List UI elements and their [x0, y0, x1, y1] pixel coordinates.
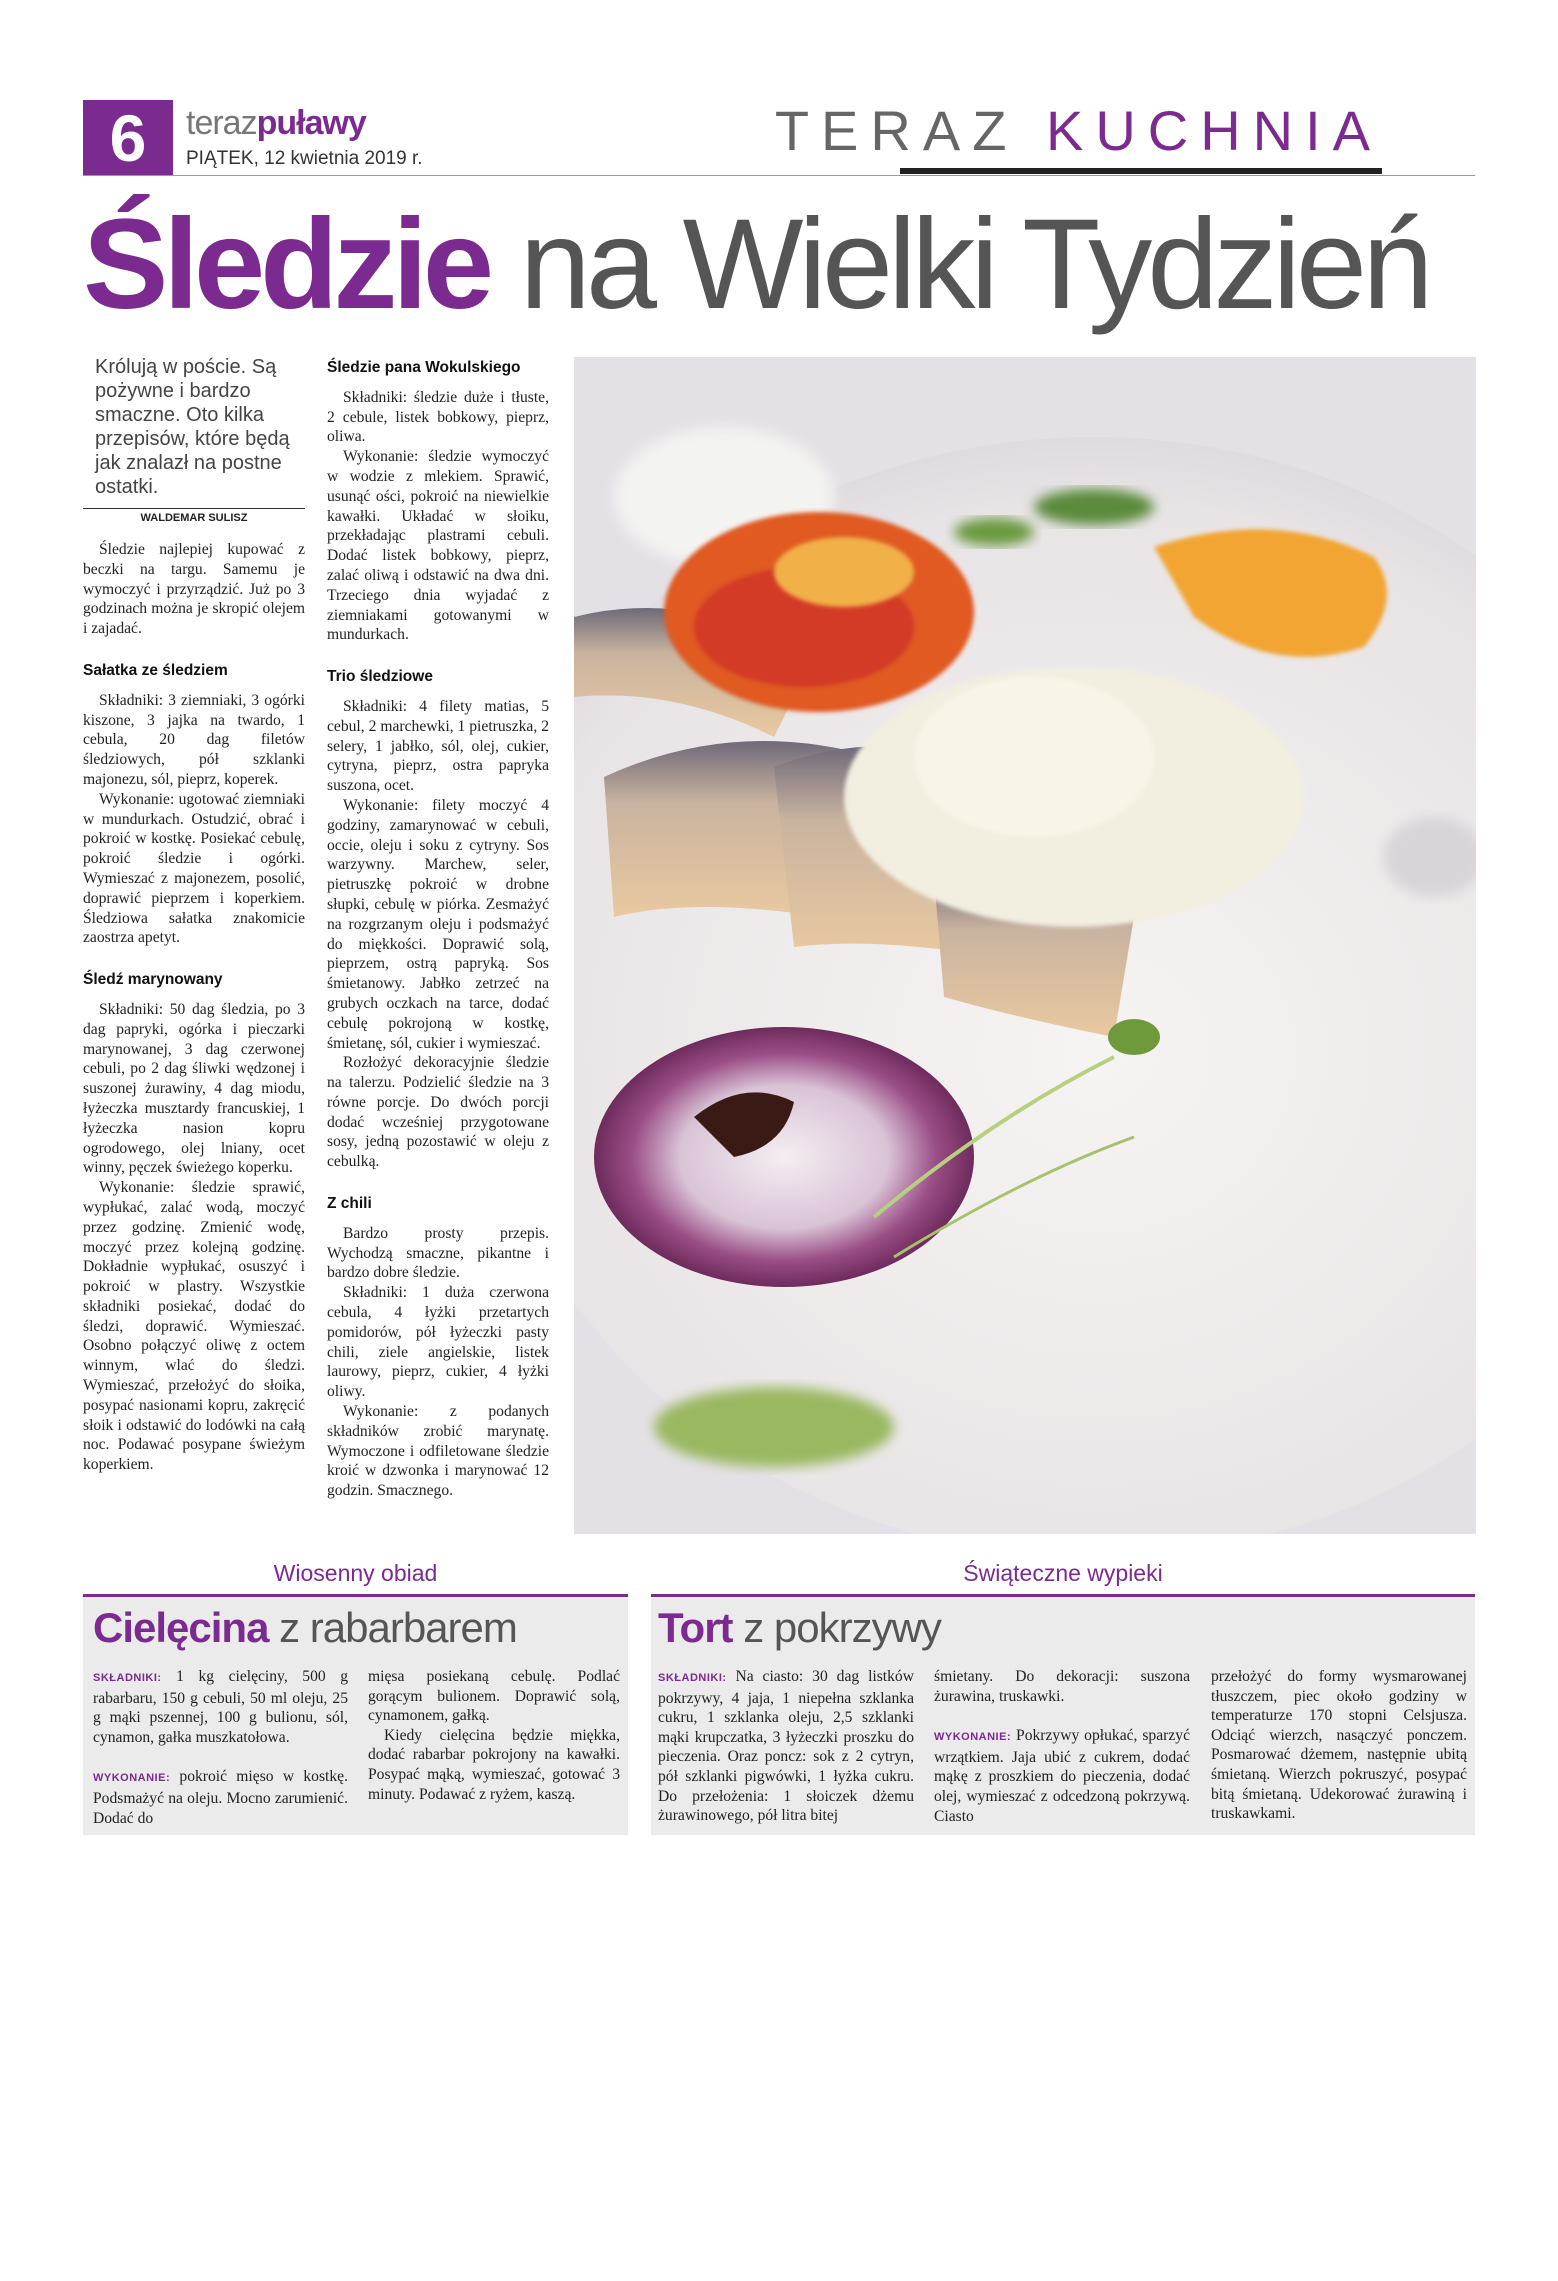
box2-kicker: Świąteczne wypieki — [963, 1560, 1163, 1586]
box1-kicker: Wiosenny obiad — [273, 1560, 438, 1586]
ingredients-label: SKŁADNIKI: — [93, 1672, 162, 1684]
recipe-heading: Trio śledziowe — [327, 668, 433, 686]
lead-paragraph: Śledzie najlepiej kupować z beczki na targu. Samemu je wymoczyć i przyrządzić. Już po 3 godzinach można je skropić olejem i zajadać. — [83, 541, 305, 638]
headline-part-b: na Wielki Tydzień — [519, 193, 1429, 336]
box1-text: mięsa posiekaną cebulę. Podlać gorącym bulionem. Doprawić solą, cynamonem, gałką. — [368, 1668, 620, 1725]
recipe-heading: Śledź marynowany — [83, 971, 223, 989]
box2-title-b: z pokrzywy — [743, 1604, 941, 1651]
recipe-paragraph: Rozłożyć dekoracyjnie śledzie na talerzu. Podzielić śledzie na 3 równe porcje. Do dwóch porcji dodać wcześniej przygotowane sosy, jedną pozostawić w oleju z cebulką. — [327, 1054, 549, 1171]
article-column-2 — [327, 358, 549, 1501]
recipe-paragraph: Składniki: 3 ziemniaki, 3 ogórki kiszone, 3 jajka na twardo, 1 cebula, 20 dag filetów śledziowych, pół szklanki majonezu, sól, pieprz, koperek. — [83, 691, 305, 788]
recipe-heading: Śledzie pana Wokulskiego — [327, 359, 521, 376]
recipe-paragraph: Bardzo prosty przepis. Wychodzą smaczne, pikantne i bardzo dobre śledzie. — [327, 1224, 549, 1282]
recipe-paragraph: Składniki: śledzie duże i tłuste, 2 cebule, listek bobkowy, pieprz, oliwa. — [327, 388, 549, 446]
issue-date: PIĄTEK, 12 kwietnia 2019 r. — [186, 148, 423, 169]
box2-column-1 — [658, 1667, 914, 1826]
brand-part-a: teraz — [186, 104, 257, 142]
box1-title-a: Cielęcina — [93, 1604, 269, 1651]
recipe-paragraph: Składniki: 4 filety matias, 5 cebul, 2 marchewki, 1 pietruszka, 2 selery, 1 jabłko, sól, olej, cukier, cytryna, pieprz, ostra papryka suszona, ocet. — [327, 697, 549, 795]
herring-dish-photo — [574, 357, 1476, 1534]
box2-text: śmietany. Do dekoracji: suszona żurawina, truskawki. — [934, 1668, 1190, 1705]
recipe-paragraph: Składniki: 1 duża czerwona cebula, 4 łyżki przetartych pomidorów, pół łyżeczki pasty chili, ziele angielskie, listek laurowy, pieprz, cukier, 4 łyżki oliwy. — [327, 1284, 549, 1401]
box2-ingredients — [658, 1667, 914, 1826]
box1-title — [93, 1604, 517, 1652]
recipe-heading: Sałatka ze śledziem — [83, 661, 228, 679]
execution-text: Pokrzywy opłukać, sparzyć wrzątkiem. Jaja ubić z cukrem, dodać mąkę z proszkiem do pieczenia, dodać olej, wymieszać z odcedzoną pokrzywą. Ciasto — [934, 1727, 1190, 1825]
execution-label: WYKONANIE: — [93, 1772, 171, 1785]
headline-part-a: Śledzie — [83, 193, 490, 336]
box1-execution — [93, 1767, 348, 1828]
recipe-heading: Z chili — [327, 1195, 372, 1213]
box2-execution — [934, 1726, 1190, 1826]
box2-column-2 — [934, 1667, 1190, 1826]
recipe-paragraph: Składniki: 50 dag śledzia, po 3 dag papryki, ogórka i pieczarki marynowanej, 3 dag czerwonej cebuli, po 2 dag śliwki wędzonej i suszonej żurawiny, 4 dag miodu, łyżeczka musztardy francuskiej, 1 łyżeczka nasion kopru ogrodowego, olej lniany, ocet winny, pęczek świeżego koperku. — [83, 1000, 305, 1177]
recipe-paragraph: Wykonanie: ugotować ziemniaki w mundurkach. Ostudzić, obrać i pokroić w kostkę. Posiekać cebulę, pokroić śledzie i ogórki. Wymieszać z majonezem, posolić, doprawić pieprzem i koperkiem. Śledziowa sałatka znakomicie zaostrza apetyt. — [83, 790, 305, 947]
execution-label: WYKONANIE: — [934, 1731, 1012, 1744]
section-title — [775, 98, 1382, 163]
brand-logo — [186, 104, 366, 143]
recipe-paragraph: Wykonanie: śledzie sprawić, wypłukać, zalać wodą, moczyć przez godzinę. Zmienić wodę, moczyć przez kolejną godzinę. Dokładnie wypłukać, osuszyć i pokroić w plastry. Wszystkie składniki posiekać, dodać do śledzi, doprawić. Wymieszać. Osobno połączyć oliwę z octem winnym, wlać do śledzi. Wymieszać, przełożyć do słoika, posypać nasionami kopru, zakręcić słoik i odstawić do lodówki na całą noc. Podawać posypane świeżym koperkiem. — [83, 1179, 305, 1474]
author-byline: WALDEMAR SULISZ — [140, 512, 248, 524]
box2-title — [658, 1604, 941, 1652]
recipe-paragraph: Wykonanie: śledzie wymoczyć w wodzie z mlekiem. Sprawić, usunąć ości, pokroić na niewielkie kawałki. Układać w słoiku, przekładając plastrami cebuli. Dodać listek bobkowy, pieprz, zalać oliwą i odstawić na dwa dni. Trzeciego dnia wyjadać z ziemniakami gotowanymi w mundurkach. — [327, 448, 549, 644]
box2-text: przełożyć do formy wysmarowanej tłuszczem, piec około godziny w temperaturze 170 stopni Celsjusza. Odciąć wierzch, nasączyć ponczem. Posmarować dżemem, następnie ubitą śmietaną. Wierzch pokruszyć, posypać bitą śmietaną. Udekorować żurawiną i truskawkami. — [1211, 1668, 1467, 1823]
recipe-paragraph: Wykonanie: filety moczyć 4 godziny, zamarynować w cebuli, occie, oleju i soku z cytryny. Sos warzywny. Marchew, seler, pietruszkę pokroić w drobne słupki, cebulę w piórka. Zesmażyć na rozgrzanym oleju i podsmażyć do miękkości. Doprawić solą, pieprzem, ostrą papryką. Sos śmietanowy. Jabłko zetrzeć na grubych oczkach na tarce, dodać cebulę pokrojoną w kostkę, śmietanę, sól, cukier i wymieszać. — [327, 796, 549, 1052]
brand-part-b: puławy — [256, 104, 366, 142]
box1-title-b: z rabarbarem — [279, 1604, 517, 1651]
ingredients-text: 1 kg cielęciny, 500 g rabarbaru, 150 g cebuli, 50 ml oleju, 25 g mąki pszennej, 100 g bulionu, sól, cynamon, gałka muszkatołowa. — [93, 1668, 348, 1746]
intro-divider — [83, 508, 305, 509]
ingredients-label: SKŁADNIKI: — [658, 1672, 727, 1684]
headline — [83, 190, 1428, 340]
ingredients-text: Na ciasto: 30 dag listków pokrzywy, 4 jaja, 1 niepełna szklanka cukru, 1 szklanka oleju, 2,5 szklanki mąki krupczatka, 3 łyżeczki proszku do pieczenia. Oraz poncz: sok z 2 cytryn, pół szklanki pigwówki, 1 łyżka cukru. Do przełożenia: 1 słoiczek dżemu żurawinowego, pół litra bitej — [658, 1668, 914, 1825]
page-number: 6 — [83, 100, 173, 176]
box2-column-3 — [1211, 1667, 1467, 1824]
recipe-paragraph: Wykonanie: z podanych składników zrobić marynatę. Wymoczone i odfiletowane śledzie kroić w dzwonka i marynować 12 godzin. Smacznego. — [327, 1403, 549, 1500]
article-column-1 — [83, 540, 305, 1475]
section-title-b: KUCHNIA — [1045, 99, 1382, 162]
box1-ingredients — [93, 1667, 348, 1747]
section-underline — [900, 168, 1382, 174]
box2-title-a: Tort — [658, 1604, 733, 1651]
box1-column-2 — [368, 1667, 620, 1804]
box1-column-1 — [93, 1667, 348, 1828]
section-title-a: TERAZ — [774, 99, 1019, 162]
execution-text: pokroić mięso w kostkę. Podsmażyć na oleju. Mocno zarumienić. Dodać do — [93, 1768, 348, 1827]
lead-intro: Królują w poście. Są pożywne i bardzo smaczne. Oto kilka przepisów, które będą jak znalazł na postne ostatki. — [95, 356, 290, 498]
header-rule — [83, 175, 1475, 176]
box1-text: Kiedy cielęcina będzie miękka, dodać rabarbar pokrojony na kawałki. Posypać mąką, wymieszać, gotować 3 minuty. Podawać z ryżem, kaszą. — [368, 1726, 620, 1803]
